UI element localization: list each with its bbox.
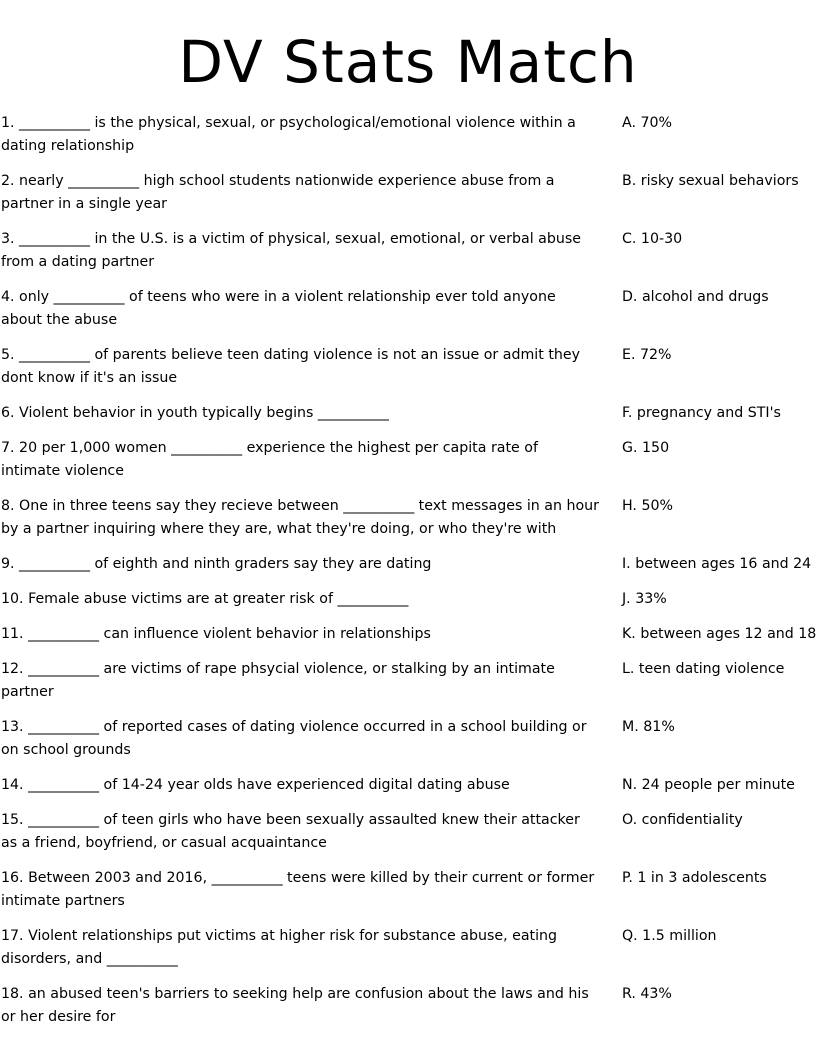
match-row	[0, 621, 816, 656]
answer-option: O. confidentiality	[622, 812, 743, 828]
answer-option: C. 10-30	[622, 231, 683, 247]
answer-option: P. 1 in 3 adolescents	[622, 870, 767, 886]
answer-option: G. 150	[622, 440, 670, 456]
answer-option: R. 43%	[622, 986, 672, 1002]
question-text: 8. One in three teens say they recieve between __________ text messages in an hour by a partner inquiring where they are, what they're doing, or who they're with	[1, 498, 599, 537]
question-text: 17. Violent relationships put victims at higher risk for substance abuse, eating disorders, and __________	[1, 928, 558, 967]
match-row	[0, 435, 816, 493]
answer-option: H. 50%	[622, 498, 673, 514]
match-row	[0, 493, 816, 551]
question-text: 5. __________ of parents believe teen dating violence is not an issue or admit they dont know if it's an issue	[1, 347, 580, 386]
match-row	[0, 400, 816, 435]
answer-option: J. 33%	[622, 591, 667, 607]
match-row	[0, 923, 816, 981]
answer-option: E. 72%	[622, 347, 672, 363]
match-row	[0, 342, 816, 400]
question-text: 16. Between 2003 and 2016, __________ teens were killed by their current or former intimate partners	[1, 870, 595, 909]
page-title: DV Stats Match	[178, 28, 638, 96]
match-row	[0, 226, 816, 284]
match-row	[0, 714, 816, 772]
answer-option: D. alcohol and drugs	[622, 289, 769, 305]
match-row	[0, 772, 816, 807]
question-text: 14. __________ of 14-24 year olds have experienced digital dating abuse	[1, 777, 510, 793]
answer-option: K. between ages 12 and 18	[622, 626, 816, 642]
answer-option: F. pregnancy and STI's	[622, 405, 781, 421]
question-text: 10. Female abuse victims are at greater risk of __________	[1, 591, 409, 607]
match-row	[0, 110, 816, 168]
answer-option: Q. 1.5 million	[622, 928, 717, 944]
question-text: 15. __________ of teen girls who have been sexually assaulted knew their attacker as a friend, boyfriend, or casual acquaintance	[1, 812, 580, 851]
answer-option: M. 81%	[622, 719, 675, 735]
question-text: 7. 20 per 1,000 women __________ experience the highest per capita rate of intimate violence	[1, 440, 538, 479]
question-text: 1. __________ is the physical, sexual, or psychological/emotional violence within a dating relationship	[1, 115, 576, 154]
question-text: 3. __________ in the U.S. is a victim of physical, sexual, emotional, or verbal abuse from a dating partner	[1, 231, 581, 270]
match-row	[0, 284, 816, 342]
match-row	[0, 981, 816, 1039]
match-row	[0, 586, 816, 621]
match-row	[0, 865, 816, 923]
answer-option: L. teen dating violence	[622, 661, 785, 677]
question-text: 11. __________ can influence violent behavior in relationships	[1, 626, 431, 642]
question-text: 18. an abused teen's barriers to seeking help are confusion about the laws and his or her desire for	[1, 986, 589, 1025]
question-text: 9. __________ of eighth and ninth graders say they are dating	[1, 556, 432, 572]
match-row	[0, 168, 816, 226]
answer-option: A. 70%	[622, 115, 673, 131]
match-row	[0, 551, 816, 586]
question-text: 13. __________ of reported cases of dating violence occurred in a school building or on school grounds	[1, 719, 587, 758]
match-row	[0, 807, 816, 865]
answer-option: N. 24 people per minute	[622, 777, 795, 793]
question-text: 4. only __________ of teens who were in a violent relationship ever told anyone about the abuse	[1, 289, 556, 328]
question-text: 6. Violent behavior in youth typically begins __________	[1, 405, 389, 421]
match-row	[0, 656, 816, 714]
answer-option: B. risky sexual behaviors	[622, 173, 799, 189]
match-list	[0, 110, 816, 1039]
question-text: 2. nearly __________ high school students nationwide experience abuse from a partner in a single year	[1, 173, 555, 212]
question-text: 12. __________ are victims of rape phsycial violence, or stalking by an intimate partner	[1, 661, 555, 700]
answer-option: I. between ages 16 and 24	[622, 556, 812, 572]
